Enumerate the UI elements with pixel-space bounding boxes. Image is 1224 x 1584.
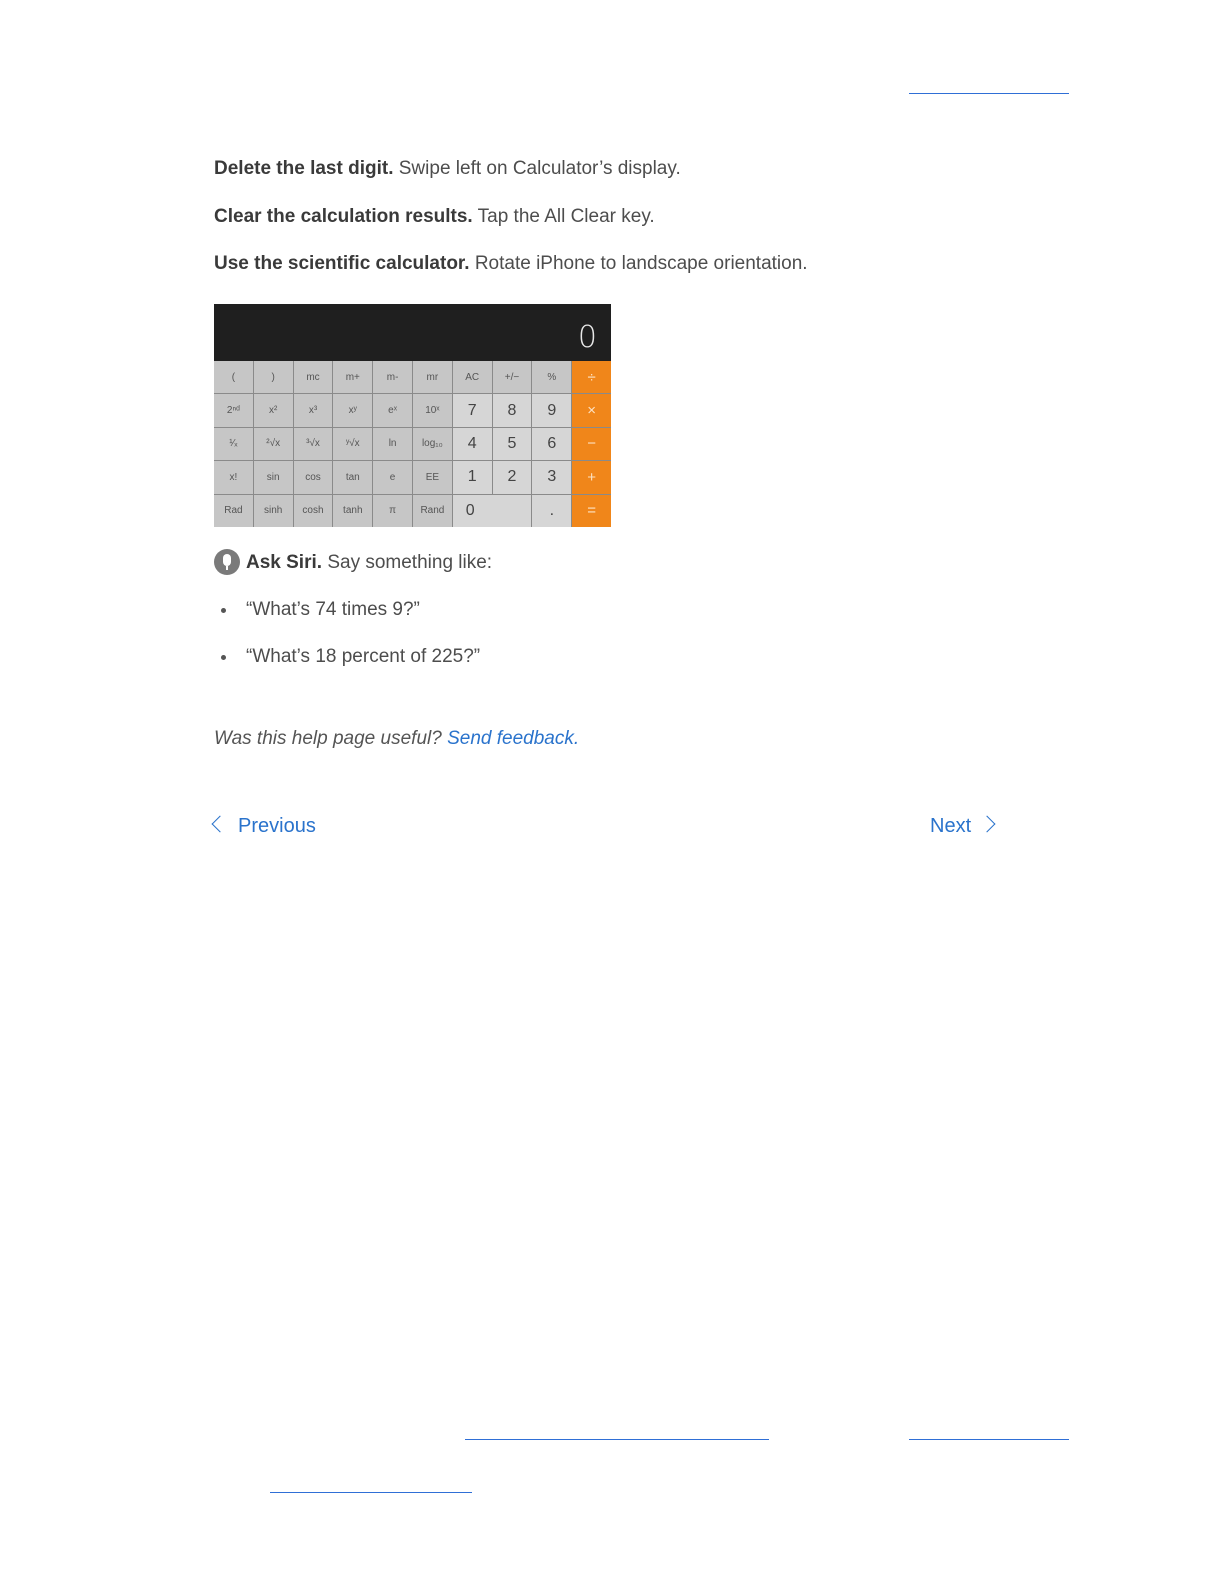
tip-scientific [214, 252, 808, 276]
tip-title: Use the scientific calculator. [214, 253, 470, 274]
calculator-key: 9 [532, 394, 571, 426]
calculator-key: ( [214, 361, 253, 393]
calculator-key: 0 [453, 495, 532, 527]
calculator-key: tanh [333, 495, 372, 527]
calculator-keypad [214, 361, 611, 527]
calculator-key: sinh [254, 495, 293, 527]
feedback-prompt [214, 728, 579, 750]
calculator-key: +/− [493, 361, 532, 393]
calculator-key: mr [413, 361, 452, 393]
tip-title: Delete the last digit. [214, 158, 394, 179]
calculator-key: π [373, 495, 412, 527]
tip-text: Rotate iPhone to landscape orientation. [469, 253, 808, 274]
calculator-key: sin [254, 461, 293, 493]
feedback-question: Was this help page useful? [214, 728, 448, 749]
bullet-dot [221, 655, 226, 660]
calculator-key: = [572, 495, 611, 527]
calculator-key: 3 [532, 461, 571, 493]
calculator-key: ¹⁄ₓ [214, 428, 253, 460]
footer-link-rule-3 [270, 1492, 472, 1493]
siri-icon [214, 549, 240, 575]
calculator-key: xʸ [333, 394, 372, 426]
calculator-key: ÷ [572, 361, 611, 393]
calculator-key: + [572, 461, 611, 493]
calculator-key: eˣ [373, 394, 412, 426]
calculator-key: ³√x [294, 428, 333, 460]
footer-link-rule-2 [909, 1439, 1069, 1440]
calculator-key: 8 [493, 394, 532, 426]
calculator-key: 4 [453, 428, 492, 460]
calculator-key: AC [453, 361, 492, 393]
siri-example: “What’s 18 percent of 225?” [246, 646, 481, 667]
chevron-left-icon [212, 816, 229, 833]
calculator-key: × [572, 394, 611, 426]
tip-title: Clear the calculation results. [214, 206, 473, 227]
calculator-key: 10ˣ [413, 394, 452, 426]
tip-clear-results [214, 205, 655, 229]
siri-text: Say something like: [322, 552, 493, 573]
calculator-key: Rad [214, 495, 253, 527]
calculator-key: m- [373, 361, 412, 393]
siri-example: “What’s 74 times 9?” [246, 599, 420, 620]
calculator-key: m+ [333, 361, 372, 393]
calculator-key: 2 [493, 461, 532, 493]
calculator-key: mc [294, 361, 333, 393]
calculator-key: % [532, 361, 571, 393]
calculator-key: ln [373, 428, 412, 460]
previous-button[interactable] [214, 815, 316, 838]
calculator-display [214, 304, 611, 361]
calculator-key: cosh [294, 495, 333, 527]
tip-text: Tap the All Clear key. [472, 206, 655, 227]
siri-title: Ask Siri. [246, 552, 323, 573]
calculator-key: 1 [453, 461, 492, 493]
calculator-key: 7 [453, 394, 492, 426]
footer-link-rule-1 [465, 1439, 769, 1440]
display-value: 0 [577, 320, 597, 355]
tip-delete-digit [214, 157, 681, 181]
calculator-key: 6 [532, 428, 571, 460]
calculator-key: log₁₀ [413, 428, 452, 460]
calculator-key: cos [294, 461, 333, 493]
calculator-key: ²√x [254, 428, 293, 460]
chevron-right-icon [979, 816, 996, 833]
calculator-key: − [572, 428, 611, 460]
calculator-key: e [373, 461, 412, 493]
next-label: Next [930, 815, 972, 837]
calculator-key: ʸ√x [333, 428, 372, 460]
calculator-key: ) [254, 361, 293, 393]
calculator-key: 2ⁿᵈ [214, 394, 253, 426]
scientific-calculator-image [214, 304, 611, 527]
previous-label: Previous [238, 815, 316, 837]
calculator-key: Rand [413, 495, 452, 527]
calculator-key: x² [254, 394, 293, 426]
calculator-key: tan [333, 461, 372, 493]
bullet-dot [221, 608, 226, 613]
siri-instruction [246, 551, 492, 575]
tip-text: Swipe left on Calculator’s display. [393, 158, 681, 179]
calculator-key: EE [413, 461, 452, 493]
calculator-key: x³ [294, 394, 333, 426]
calculator-key: . [532, 495, 571, 527]
next-button[interactable] [930, 815, 993, 838]
send-feedback-link[interactable]: Send feedback. [447, 728, 580, 749]
calculator-key: x! [214, 461, 253, 493]
calculator-key: 5 [493, 428, 532, 460]
header-link-rule [909, 93, 1069, 94]
